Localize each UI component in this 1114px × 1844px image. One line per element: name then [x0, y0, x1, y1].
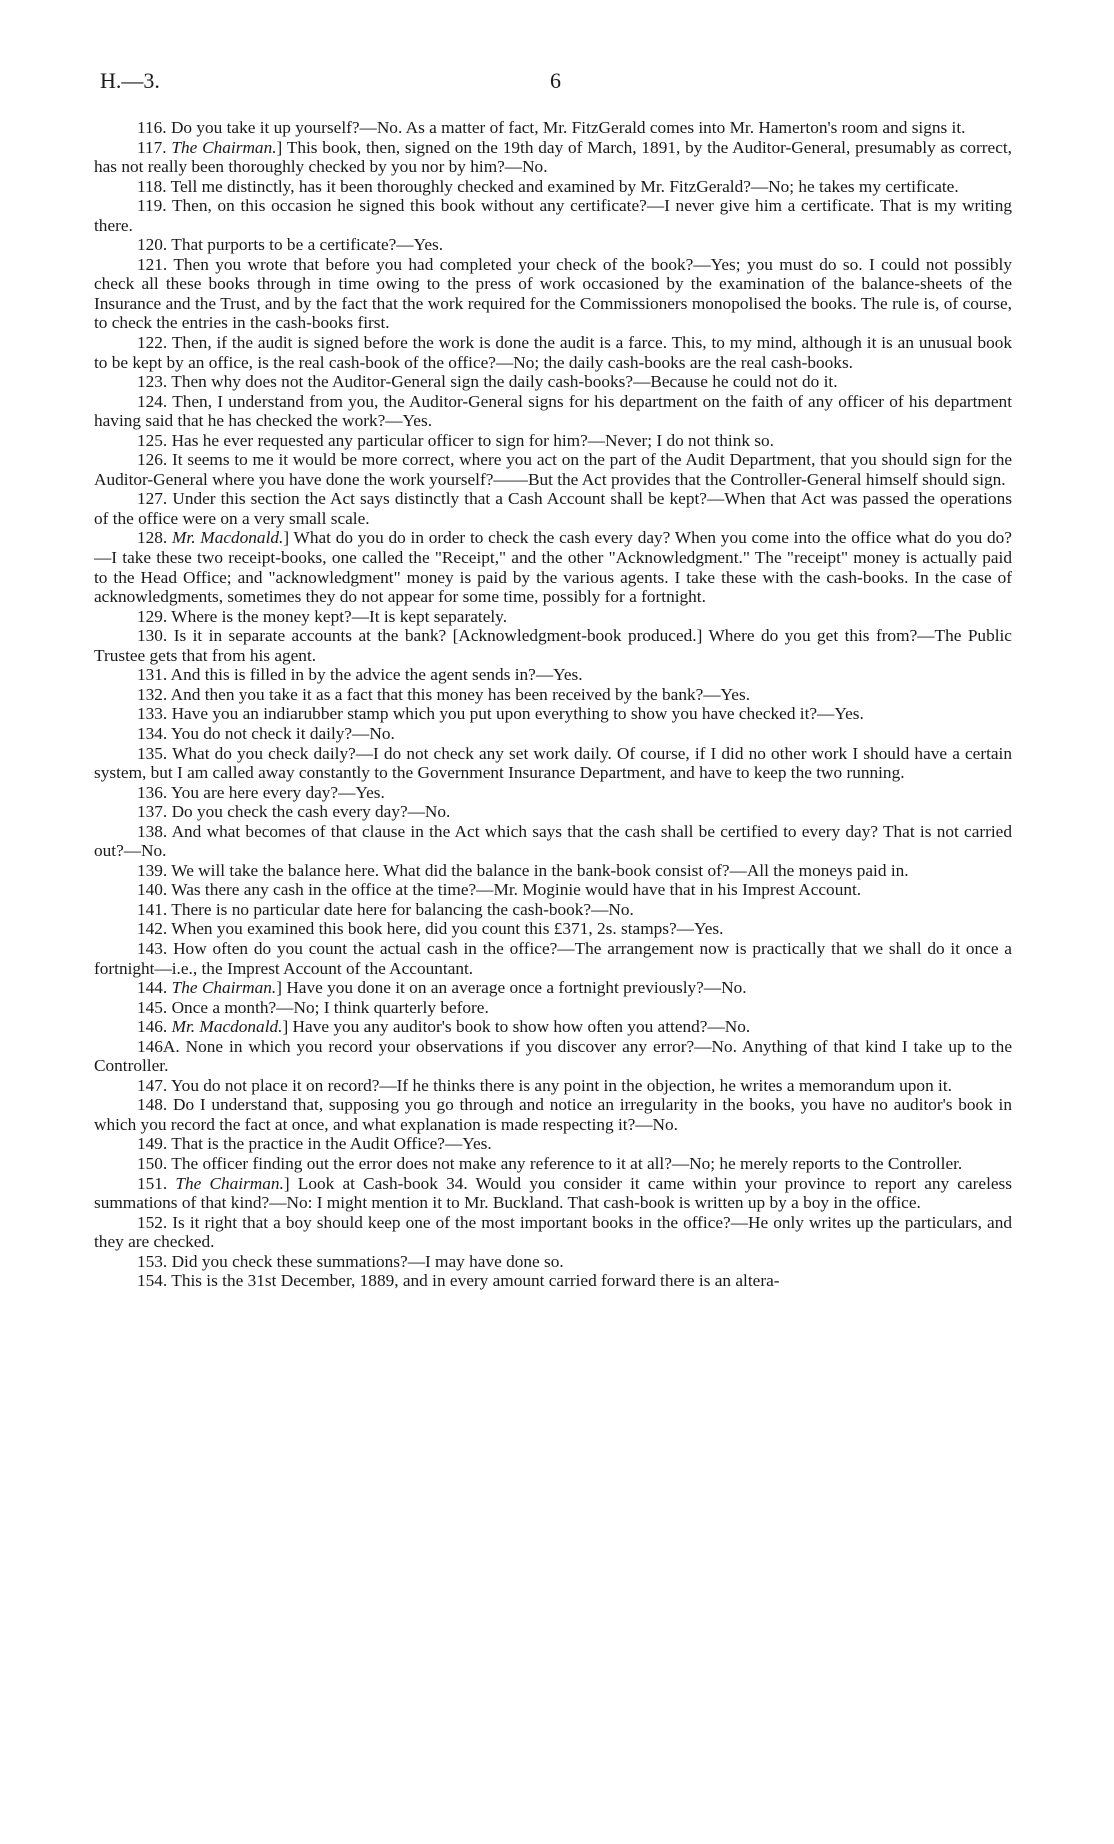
question-number: 117. — [137, 137, 167, 157]
document-reference: H.—3. — [100, 68, 160, 93]
question-number: 130. — [137, 626, 168, 646]
question-number: 119. — [137, 196, 167, 216]
question-text: Then, if the audit is signed before the work is done the audit is a farce. This, to my mind, although it is an unusual book to be kept by an office, is the real cash-book of the office?—No; the daily cash-books are the real cash-books. — [94, 333, 1013, 372]
question-number: 126. — [137, 450, 168, 470]
question-number: 143. — [137, 938, 168, 958]
speaker-name: The Chairman. — [171, 978, 277, 998]
question-number: 148. — [137, 1095, 168, 1115]
question-text: It seems to me it would be more correct, where you act on the part of the Audit Department, that you should sign for the Auditor-General where you have done the work yourself?——But the Act provides that the Controller-General himself should sign. — [94, 450, 1013, 489]
question-number: 127. — [137, 489, 168, 509]
question-number: 140. — [137, 880, 168, 900]
question-text: There is no particular date here for balancing the cash-book?—No. — [171, 899, 634, 919]
question-text: Was there any cash in the office at the time?—Mr. Moginie would have that in his Imprest Account. — [171, 880, 862, 900]
question-text: Then why does not the Auditor-General sign the daily cash-books?—Because he could not do it. — [171, 372, 838, 392]
question-number: 129. — [137, 606, 168, 626]
question-number: 147. — [137, 1075, 168, 1095]
question-text: That purports to be a certificate?—Yes. — [171, 235, 444, 255]
question-text: Did you check these summations?—I may have done so. — [171, 1251, 564, 1271]
question-paragraph — [94, 196, 1012, 235]
question-number: 124. — [137, 391, 168, 411]
question-text: And what becomes of that clause in the Act which says that the cash shall be certified to every day? That is not carried out?—No. — [94, 821, 1012, 861]
question-text: You do not check it daily?—No. — [170, 723, 395, 743]
question-number: 137. — [137, 802, 168, 822]
question-number: 154. — [137, 1271, 168, 1291]
question-paragraph — [94, 822, 1012, 861]
question-text: Is it right that a boy should keep one of the most important books in the office?—He only writes up the particulars, and they are checked. — [94, 1212, 1012, 1252]
question-number: 151. — [137, 1173, 168, 1193]
question-text: Do you check the cash every day?—No. — [171, 802, 451, 822]
question-number: 144. — [137, 978, 168, 998]
question-number: 125. — [137, 430, 168, 450]
question-paragraph — [94, 978, 1012, 998]
question-paragraph — [94, 177, 1012, 197]
question-paragraph — [94, 450, 1012, 489]
question-text: That is the practice in the Audit Office?—Yes. — [171, 1134, 492, 1154]
question-number: 121. — [137, 254, 168, 274]
question-text: ] What do you do in order to check the cash every day? When you come into the office what do you do?—I take these two receipt-books, one called the "Receipt," and the other "Acknowledgment." The "receipt" money is actually paid to the Head Office; and "acknowledgment" money is paid by the various agents. I take these with the cash-books. In the case of acknowledgments, sometimes they do not appear for some time, possibly for a fortnight. — [94, 528, 1012, 607]
question-text: Then, on this occasion he signed this book without any certificate?—I never give him a certificate. That is my writing there. — [94, 196, 1012, 235]
question-number: 150. — [137, 1153, 168, 1173]
question-paragraph — [94, 333, 1012, 372]
question-text: Once a month?—No; I think quarterly before. — [171, 997, 489, 1017]
speaker-name: Mr. Macdonald. — [171, 1017, 283, 1037]
question-paragraph — [94, 998, 1012, 1018]
evidence-body — [94, 118, 1012, 1291]
question-text: Is it in separate accounts at the bank? [Acknowledgment-book produced.] Where do you get this from?—The Public Trustee gets that from his agent. — [94, 626, 1012, 665]
question-text: Has he ever requested any particular officer to sign for him?—Never; I do not think so. — [171, 430, 774, 450]
question-text: ] Have you done it on an average once a fortnight previously?—No. — [276, 978, 747, 998]
question-number: 120. — [137, 235, 168, 255]
question-text: Then, I understand from you, the Auditor-General signs for his department on the faith of any officer of his department having said that he has checked the work?—Yes. — [94, 391, 1012, 431]
question-paragraph — [94, 665, 1012, 685]
question-paragraph — [94, 1037, 1012, 1076]
question-paragraph — [94, 900, 1012, 920]
question-paragraph — [94, 919, 1012, 939]
question-text: Where is the money kept?—It is kept separately. — [171, 606, 508, 626]
question-paragraph — [94, 704, 1012, 724]
question-paragraph — [94, 1076, 1012, 1096]
question-number: 134. — [137, 723, 168, 743]
question-number: 153. — [137, 1251, 168, 1271]
question-paragraph — [94, 1017, 1012, 1037]
question-paragraph — [94, 724, 1012, 744]
question-number: 116. — [137, 118, 167, 137]
question-paragraph — [94, 802, 1012, 822]
speaker-name: The Chairman. — [175, 1173, 284, 1193]
question-paragraph — [94, 783, 1012, 803]
question-paragraph — [94, 626, 1012, 665]
question-text: Do I understand that, supposing you go through and notice an irregularity in the books, you have no auditor's book in which you record the fact at once, and what explanation is made respecting it?—No. — [94, 1095, 1012, 1134]
question-text: And this is filled in by the advice the agent sends in?—Yes. — [170, 665, 583, 685]
question-paragraph — [94, 372, 1012, 392]
question-number: 139. — [137, 860, 168, 880]
question-paragraph — [94, 861, 1012, 881]
question-text: What do you check daily?—I do not check any set work daily. Of course, if I did no other work I should have a certain system, but I am called away constantly to the Government Insurance Department, and have to keep the two running. — [94, 743, 1012, 783]
question-number: 131. — [137, 665, 168, 685]
question-text: Do you take it up yourself?—No. As a matter of fact, Mr. FitzGerald comes into Mr. Hamerton's room and signs it. — [170, 118, 966, 137]
question-paragraph — [94, 1134, 1012, 1154]
question-text: Have you an indiarubber stamp which you put upon everything to show you have checked it?—Yes. — [171, 704, 864, 724]
question-paragraph — [94, 489, 1012, 528]
question-paragraph — [94, 1252, 1012, 1272]
question-paragraph — [94, 1271, 1012, 1291]
question-paragraph — [94, 880, 1012, 900]
question-paragraph — [94, 607, 1012, 627]
question-number: 136. — [137, 782, 168, 802]
question-text: You are here every day?—Yes. — [170, 782, 385, 802]
question-number: 145. — [137, 997, 168, 1017]
question-text: This is the 31st December, 1889, and in every amount carried forward there is an altera- — [171, 1271, 780, 1291]
page-header — [100, 68, 1014, 98]
question-number: 138. — [137, 821, 168, 841]
question-number: 135. — [137, 743, 168, 763]
question-text: When you examined this book here, did you count this £371, 2s. stamps?—Yes. — [171, 919, 724, 939]
question-number: 141. — [137, 899, 168, 919]
question-paragraph — [94, 138, 1012, 177]
question-text: You do not place it on record?—If he thinks there is any point in the objection, he writes a memorandum upon it. — [170, 1075, 952, 1095]
question-number: 133. — [137, 704, 168, 724]
question-number: 146. — [137, 1017, 168, 1037]
question-number: 123. — [137, 372, 168, 392]
question-paragraph — [94, 939, 1012, 978]
speaker-name: The Chairman. — [171, 137, 277, 157]
question-paragraph — [94, 235, 1012, 255]
question-paragraph — [94, 1154, 1012, 1174]
question-text: Tell me distinctly, has it been thoroughly checked and examined by Mr. FitzGerald?—No; he takes my certificate. — [170, 176, 959, 196]
speaker-name: Mr. Macdonald. — [172, 528, 284, 548]
question-text: The officer finding out the error does not make any reference to it at all?—No; he merely reports to the Controller. — [171, 1153, 963, 1173]
question-text: ] Look at Cash-book 34. Would you consider it came within your province to report any careless summations of that kind?—No: I might mention it to Mr. Buckland. That cash-book is written up by a boy in the office. — [94, 1173, 1012, 1213]
question-paragraph — [94, 118, 1012, 138]
question-number: 142. — [137, 919, 168, 939]
question-number: 149. — [137, 1134, 168, 1154]
question-paragraph — [94, 1095, 1012, 1134]
question-paragraph — [94, 1174, 1012, 1213]
question-text: And then you take it as a fact that this money has been received by the bank?—Yes. — [170, 684, 751, 704]
question-paragraph — [94, 528, 1012, 606]
question-text: Then you wrote that before you had completed your check of the book?—Yes; you must do so. I could not possibly check all these books through in time owing to the press of work occasioned by the examination of the balance-sheets of the Insurance and the Trust, and by the fact that the work required for the Commissioners monopolised the books. The rule is, of course, to check the entries in the cash-books first. — [94, 254, 1012, 333]
question-paragraph — [94, 744, 1012, 783]
question-paragraph — [94, 431, 1012, 451]
question-text: ] This book, then, signed on the 19th day of March, 1891, by the Auditor-General, presumably as correct, has not really been thoroughly checked by you nor by him?—No. — [94, 137, 1012, 177]
question-text: Under this section the Act says distinctly that a Cash Account shall be kept?—When that Act was passed the operations of the office were on a very small scale. — [94, 489, 1012, 528]
page-number: 6 — [550, 68, 561, 93]
question-number: 132. — [137, 684, 168, 704]
question-text: How often do you count the actual cash in the office?—The arrangement now is practically that we shall do it once a fortnight—i.e., the Imprest Account of the Accountant. — [94, 938, 1012, 978]
question-number: 128. — [137, 528, 168, 548]
question-paragraph — [94, 685, 1012, 705]
question-number: 122. — [137, 333, 168, 353]
question-number: 146A. — [137, 1036, 180, 1056]
question-text: None in which you record your observations if you discover any error?—No. Anything of that kind I take up to the Controller. — [94, 1036, 1012, 1076]
question-paragraph — [94, 1213, 1012, 1252]
question-paragraph — [94, 255, 1012, 333]
question-text: We will take the balance here. What did the balance in the bank-book consist of?—All the moneys paid in. — [171, 860, 909, 880]
question-paragraph — [94, 392, 1012, 431]
question-number: 118. — [137, 176, 167, 196]
question-text: ] Have you any auditor's book to show how often you attend?—No. — [282, 1017, 751, 1037]
question-number: 152. — [137, 1212, 168, 1232]
